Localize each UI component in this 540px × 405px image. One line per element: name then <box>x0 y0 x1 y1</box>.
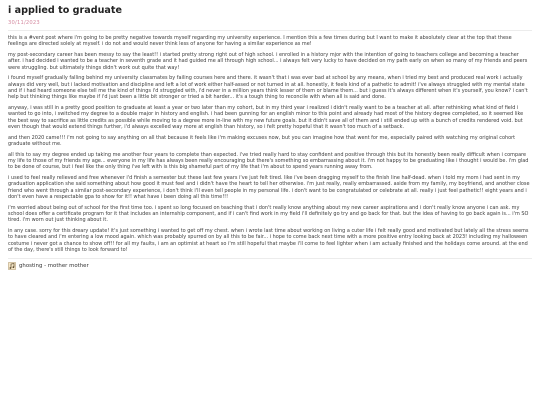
post-paragraph-8: i'm worried about being out of school for the first time too. i spent so long focused on teaching that i don't really know anything about my new career aspirations and i don't really know anyone i can ask. my school does offer a certificate program for it that includes an internship component, and if i can't find work in my field i'll definitely go try and go back for that. but the idea of having to go back again is... i'm SO tired. i'm worn out just thinking about it. <box>8 204 529 224</box>
post-date: 30/11/2023 <box>8 20 40 26</box>
post-paragraph-1: this is a #vent post where i'm going to be pretty negative towards myself regarding my university experience. I mention this a few times during but I want to make it absolutely clear at the top that these feelings are directed solely at myself. i do not and would never think less of anyone for having a similar experience as me! <box>8 35 512 48</box>
post-paragraph-4: anyway, i was still in a pretty good position to graduate at least a year or two later than my cohort, but in my third year i realized i didn't really want to be a teacher at all. after rethinking what kind of field i wanted to go into, i switched my degree to a double major in history and english. i had been gunning for an english minor to this point and already had most of the history degree completed, so it seemed like the best way to sacrifice as little credits as possible while moving to a degree more in-line with my new future goals. but it didn't save all of them and i still ended up with a bunch of credits rendered void. but even though that would extend things further, i'd always excelled way more at english than history, so i felt pretty hopeful that it wasn't too much of a setback. <box>8 104 524 131</box>
music-note-icon <box>8 262 16 270</box>
post-title: i applied to graduate <box>8 5 122 16</box>
title-divider <box>8 30 532 31</box>
post-paragraph-6: all this to say my degree ended up taking me another four years to complete than expected. i've tried really hard to stay confident and positive through this but its honestly been really difficult when i compare my life to those of my friends my age... everyone in my life has always been really encouraging but there's something so embarrassing about it. i'm not happy to be graduating like i thought i would be. i'm glad to be done of course, but i feel like the only thing i've left with is this big shameful part of my life that i'm about to spend years running away from. <box>8 151 529 171</box>
post-paragraph-7: i used to feel really relieved and free whenever i'd finish a semester but these last few years i've just felt tired. like i've been dragging myself to the finish line half-dead. when i told my mom i had sent in my graduation application she said something about how good it must feel and i didn't have the heart to tell her otherwise. i'm just really, really embarrassed. aside from my family, my boyfriend, and another close friend who went through a similar post-secondary experience, i don't think i'll even tell people in my personal life. i don't want to be congratulated or celebrate at all. really i just feel pathetic!! eight years and i don't even have a respectable gpa to show for it!! what have i been doing all this time!!! <box>8 174 530 200</box>
now-listening <box>8 262 532 270</box>
post-body <box>8 35 532 253</box>
post-paragraph-5: and then 2020 came!!! i'm not going to say anything on all that because it feels like i'm making excuses now, but you can imagine how that went for me, especially paired with watching my original cohort graduate without me. <box>8 134 516 147</box>
footer-divider <box>8 258 532 259</box>
post-paragraph-3: i found myself gradually falling behind my university classmates by failing courses here and there. it wasn't that i was ever bad at school by any means, when i tried my best and produced real work i actually always did very well, but i lacked motivation and discipline and left a lot of work either half-assed or not turned in at all. honestly, it feels kind of a pathetic to admit! i've always struggled with my mental state and if i had heard someone else tell me the kind of things i'd struggled with, i'd never in a million years think lesser of them or blame them... but i guess it's always different when it's yourself, you know? i can't help but thinking things like maybe if i'd just been a little bit stronger or tried a bit harder... it's a tough thing to reconcile with when all is said and done. <box>8 75 528 101</box>
post-paragraph-2: my post-secondary career has been messy to say the least!! i started pretty strong right out of high school. i enrolled in a history mjor with the intention of going to teachers college and becoming a teacher after. i had decided i wanted to be a teacher in seventh grade and it had guided me all through high school... i always felt very lucky to have decided on my path early on when so many of my friends and peers were struggling. but ultimately things didn't work out quite that way! <box>8 51 528 71</box>
post-paragraph-9: in any case. sorry for this dreary update! it's just something i wanted to get off my chest. when i wrote last time about working on living a cuter life i felt really good and motivated but lately all the stress seems to have cleared and i'm entering a low mood again. which was probably spurred on by all this to be fair... i hope to come back next time with a more positive entry looking back at 2023! including my halloween costume i never got a chance to show off!! for all my faults, i am an optimist at heart so i'm still hopeful that maybe i'll come to feel lighter when i am actually finished and the holidays come around. at the end of the day, there's still things to look forward to! <box>8 227 529 253</box>
now-listening-text: ghosting - mother mother <box>19 262 89 269</box>
